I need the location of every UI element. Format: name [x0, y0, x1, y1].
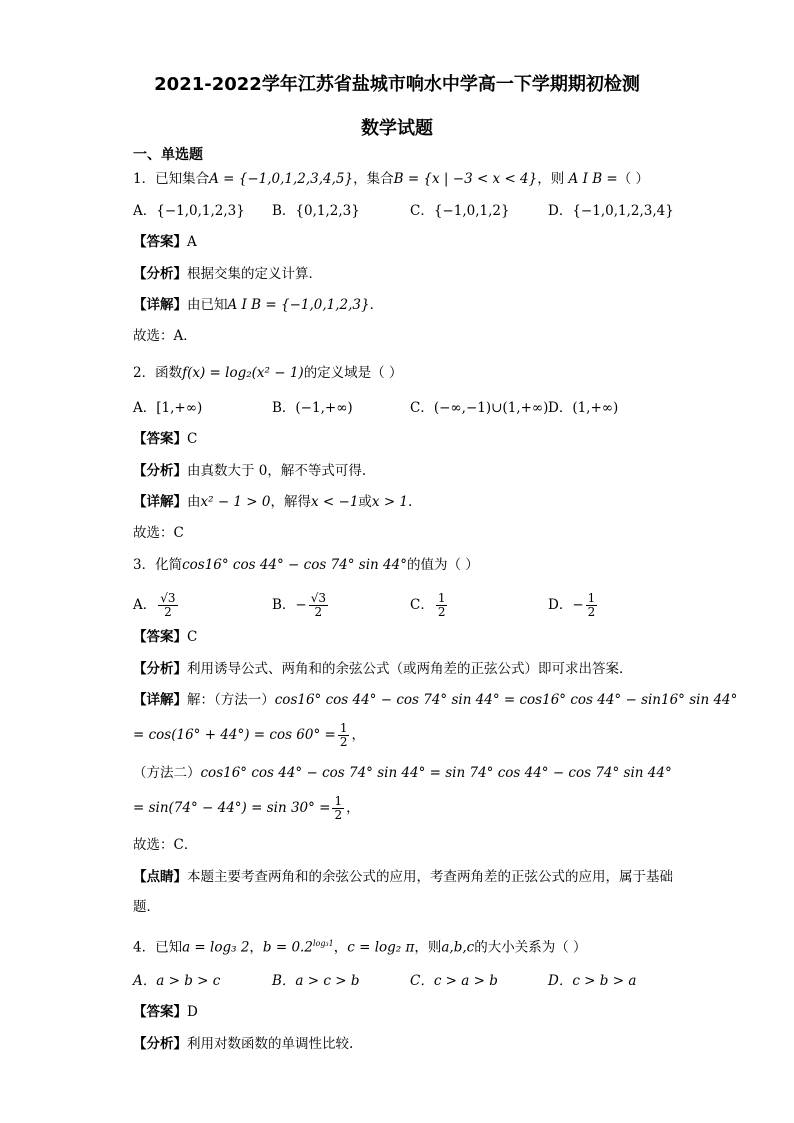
q1-detail-pre: 由已知: [187, 297, 228, 313]
answer-tag: 【答案】: [133, 431, 187, 447]
document-subtitle: 数学试题: [361, 118, 433, 139]
q4-answer-value: D: [187, 1004, 198, 1020]
fraction: [158, 592, 177, 619]
q1-stem-mid2: ，则: [537, 171, 565, 187]
fraction: [332, 795, 344, 822]
answer-tag: 【答案】: [133, 1004, 187, 1020]
q2-answer: [133, 430, 197, 448]
q2-option-d: D．(1,+∞): [548, 400, 619, 416]
punctuation: ，: [249, 939, 263, 956]
q3-answer: [133, 628, 197, 646]
option-label: A．: [133, 597, 157, 613]
fraction: [586, 592, 598, 619]
analysis-tag: 【分析】: [133, 463, 187, 479]
q2-detail-m2: x < −1: [311, 494, 359, 510]
q3-stem-end: 的值为（ ）: [406, 557, 479, 573]
q2-stem-end: 的定义域是（ ）: [303, 365, 403, 381]
q1-detail-math: A I B = {−1,0,1,2,3}: [227, 297, 370, 313]
q4-stem-end: 的大小关系为（ ）: [474, 939, 587, 956]
q4-answer: [133, 1003, 198, 1021]
q3-option-a: [133, 592, 180, 619]
q3-analysis-text: 利用诱导公式、两角和的余弦公式（或两角差的正弦公式）即可求出答案．: [187, 661, 633, 677]
q4-vars: a,b,c: [441, 939, 475, 956]
detail-tag: 【详解】: [133, 494, 187, 510]
q1-detail-end: ．: [369, 297, 384, 313]
q2-detail-m1: x² − 1 > 0: [200, 494, 271, 510]
q4-analysis: [133, 1035, 353, 1053]
q2-detail-m3: x > 1: [371, 494, 409, 510]
q1-set-b: B = {x | −3 < x < 4}: [393, 171, 538, 187]
q2-detail: [133, 493, 412, 511]
fraction-denominator: 2: [164, 605, 172, 619]
q2-detail-pre: 由: [187, 494, 201, 510]
q1-option-c: C．{−1,0,1,2}: [410, 203, 510, 219]
q4-analysis-text: 利用对数函数的单调性比较.: [187, 1036, 354, 1052]
q3-detail-line2: [133, 722, 365, 749]
analysis-tag: 【分析】: [133, 266, 187, 282]
comment-tag: 【点睛】: [133, 869, 187, 885]
q2-detail-or: 或: [358, 494, 372, 510]
q3-stem-math: cos16° cos 44° − cos 74° sin 44°: [182, 557, 407, 573]
q3-stem-pre: 3．化简: [133, 557, 183, 573]
math-expression: cos16° cos 44° − cos 74° sin 44° = sin 74° cos 44° − cos 74° sin 44°: [200, 765, 672, 781]
q2-option-b: B．(−1,+∞): [272, 400, 353, 416]
option-sign: −: [295, 597, 307, 613]
fraction-denominator: 2: [339, 735, 348, 749]
q4-c-def: c = log₂ π: [347, 939, 415, 956]
q1-analysis: [133, 265, 322, 283]
fraction-numerator: 1: [587, 591, 596, 605]
q4-option-d: D．c > b > a: [548, 973, 637, 989]
q4-b-def: b = 0.2: [262, 939, 313, 956]
q2-stem: [133, 364, 402, 382]
q2-stem-math: f(x) = log₂(x² − 1): [182, 365, 304, 381]
fraction: [436, 592, 448, 619]
q1-option-a: A．{−1,0,1,2,3}: [133, 203, 245, 219]
q1-answer-value: A: [187, 234, 197, 250]
q4-option-a: A．a > b > c: [133, 973, 221, 989]
q3-analysis: [133, 660, 633, 678]
punctuation: ，: [346, 800, 360, 816]
q2-option-a: A．[1,+∞): [133, 400, 203, 416]
fraction-numerator: √3: [160, 591, 176, 605]
q2-answer-value: C: [187, 431, 198, 447]
fraction-numerator: 1: [334, 794, 343, 808]
option-label: C．: [410, 597, 434, 613]
math-expression: = sin(74° − 44°) = sin 30° =: [133, 800, 331, 816]
q1-detail: [133, 296, 383, 314]
fraction-numerator: √3: [310, 591, 327, 605]
q2-analysis-text: 由真数大于 0，解不等式可得.: [187, 463, 367, 479]
method-label: （方法二）: [133, 765, 201, 781]
q1-answer: [133, 233, 197, 251]
q3-detail-line1: cos16° cos 44° − cos 74° sin 44° = cos16° cos 44° − sin16° sin 44°: [274, 692, 738, 708]
q2-stem-pre: 2．函数: [133, 365, 183, 381]
q3-choice: 故选：C．: [133, 837, 198, 853]
q2-option-c: C．(−∞,−1)∪(1,+∞): [410, 400, 549, 416]
q4-stem-pre: 4．已知: [133, 939, 183, 956]
q3-comment: [133, 862, 673, 922]
fraction-denominator: 2: [437, 605, 446, 619]
q1-stem: [133, 170, 649, 188]
punctuation: ，: [351, 727, 365, 743]
q3-stem: [133, 556, 479, 574]
q3-detail-pre: 解：（方法一）: [187, 692, 275, 708]
fraction-denominator: 2: [587, 605, 596, 619]
q1-stem-end: （ ）: [617, 171, 650, 187]
option-sign: −: [572, 597, 584, 613]
analysis-tag: 【分析】: [133, 1036, 187, 1052]
analysis-tag: 【分析】: [133, 661, 187, 677]
q2-choice: 故选：C: [133, 525, 184, 541]
q3-options: [133, 586, 693, 622]
q1-stem-mid: ，集合: [353, 171, 394, 187]
q4-option-b: B．a > c > b: [272, 973, 360, 989]
q3-answer-value: C: [187, 629, 198, 645]
q2-detail-end: .: [408, 494, 413, 510]
math-expression: = cos(16° + 44°) = cos 60° =: [133, 727, 336, 743]
q3-option-d: [548, 592, 599, 619]
fraction-numerator: 1: [339, 721, 348, 735]
q2-analysis: [133, 462, 366, 480]
punctuation: ，: [333, 939, 348, 956]
q3-option-b: [272, 592, 330, 619]
fraction: [309, 592, 328, 619]
fraction: [338, 722, 350, 749]
q4-b-exponent: log₃1: [312, 939, 334, 948]
q1-choice: 故选：A．: [133, 328, 197, 344]
q2-detail-mid: ，解得: [270, 494, 311, 510]
section-heading: 一、单选题: [133, 147, 203, 163]
q1-option-b: B．{0,1,2,3}: [272, 203, 360, 219]
fraction-numerator: 1: [437, 591, 446, 605]
option-label: B．: [272, 597, 296, 613]
q3-option-c: [410, 592, 449, 619]
q4-a-def: a = log₃ 2: [182, 939, 250, 956]
fraction-denominator: 2: [334, 808, 343, 822]
q1-set-a: A = {−1,0,1,2,3,4,5}: [209, 171, 354, 187]
option-label: D．: [548, 597, 573, 613]
detail-tag: 【详解】: [133, 692, 187, 708]
answer-tag: 【答案】: [133, 234, 187, 250]
q1-stem-pre: 1．已知集合: [133, 171, 210, 187]
answer-tag: 【答案】: [133, 629, 187, 645]
q1-expr: A I B =: [568, 171, 618, 187]
document-title: 2021-2022学年江苏省盐城市响水中学高一下学期期初检测: [154, 74, 640, 95]
q3-detail-line4: [133, 795, 360, 822]
detail-tag: 【详解】: [133, 297, 187, 313]
q3-comment-text: 本题主要考查两角和的余弦公式的应用，考查两角差的正弦公式的应用，属于基础题．: [133, 869, 673, 915]
q4-option-c: C．c > a > b: [410, 973, 498, 989]
q1-analysis-text: 根据交集的定义计算．: [187, 266, 322, 282]
q4-stem: [133, 935, 587, 957]
q3-detail: [133, 691, 737, 709]
q4-stem-mid: ，则: [414, 939, 442, 956]
q3-method2: [133, 764, 672, 782]
q1-option-d: D．{−1,0,1,2,3,4}: [548, 203, 674, 219]
fraction-denominator: 2: [314, 605, 323, 619]
